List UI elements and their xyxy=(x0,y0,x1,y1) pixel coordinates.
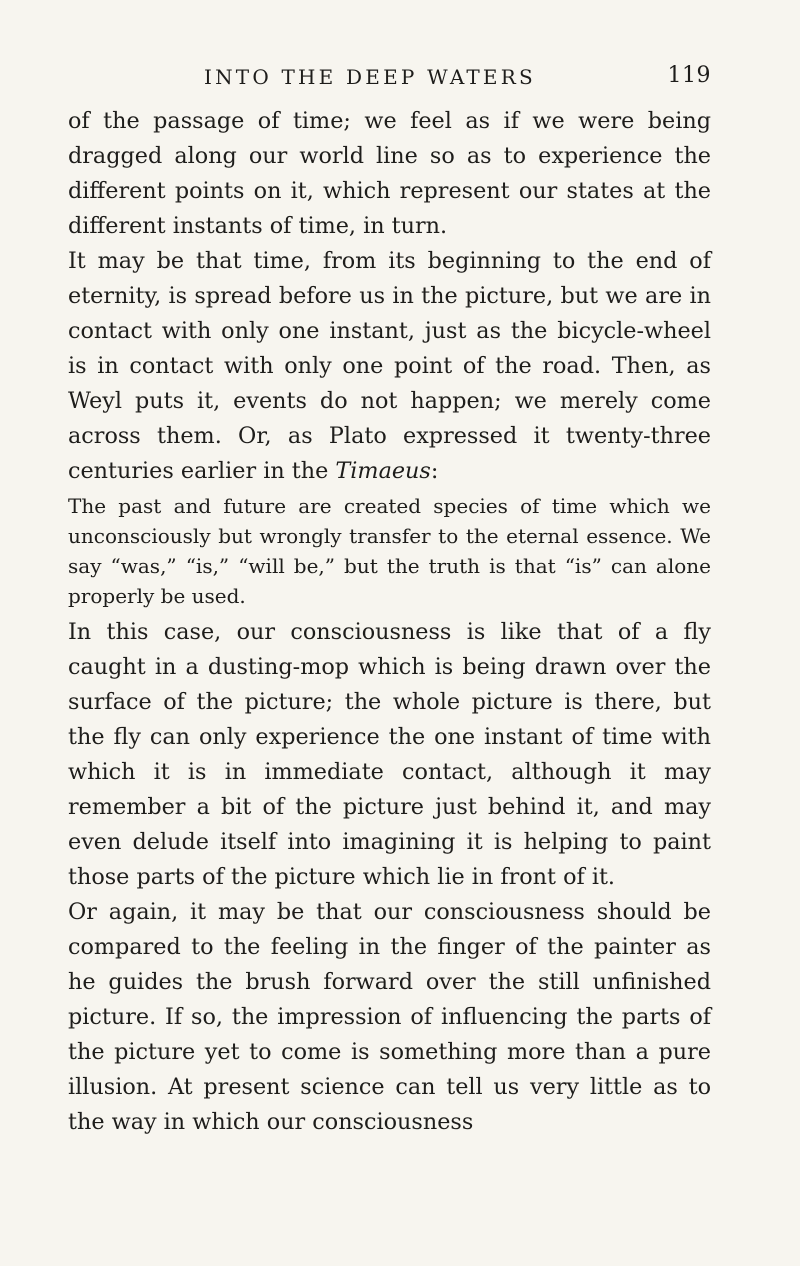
paragraph-3: In this case, our consciousness is like that of a fly caught in a dusting-mop which is being drawn over the surface of the picture; the whole picture is there, but the fly can only experience the one instant of time with which it is in immediate contact, although it may remember a bit of the picture just behind it, and may even delude itself into imagining it is helping to paint those parts of the picture which lie in front of it. xyxy=(68,619,711,890)
paragraph-2 xyxy=(68,244,711,489)
work-title-timaeus: Timaeus xyxy=(335,458,431,484)
paragraph-1: of the passage of time; we feel as if we were being dragged along our world line so as to experience the different points on it, which represent our states at the different instants of time, in turn. xyxy=(68,108,711,239)
running-title: INTO THE DEEP WATERS xyxy=(204,65,536,89)
page-number: 119 xyxy=(667,63,711,88)
paragraph-4: Or again, it may be that our consciousness should be compared to the feeling in the finger of the painter as he guides the brush forward over the still unfinished picture. If so, the impression of influencing the parts of the picture yet to come is something more than a pure illusion. At present science can tell us very little as to the way in which our consciousness xyxy=(68,899,711,1135)
quote-text: The past and future are created species of time which we unconsciously but wrongly transfer to the eternal essence. We say “was,” “is,” “will be,” but the truth is that “is” can alone properly be used. xyxy=(68,494,711,608)
paragraph-2-text: It may be that time, from its beginning to the end of eternity, is spread before us in the picture, but we are in contact with only one instant, just as the bicycle-wheel is in contact with only one point of the road. Then, as Weyl puts it, events do not happen; we merely come across them. Or, as Plato expressed it twenty-three centuries earlier in the xyxy=(68,248,711,484)
block-quote xyxy=(68,491,711,611)
body-text xyxy=(68,104,711,489)
body-text-continued xyxy=(68,615,711,1140)
running-head xyxy=(68,62,711,96)
book-page xyxy=(68,62,711,1140)
paragraph-2-colon: : xyxy=(430,458,439,484)
